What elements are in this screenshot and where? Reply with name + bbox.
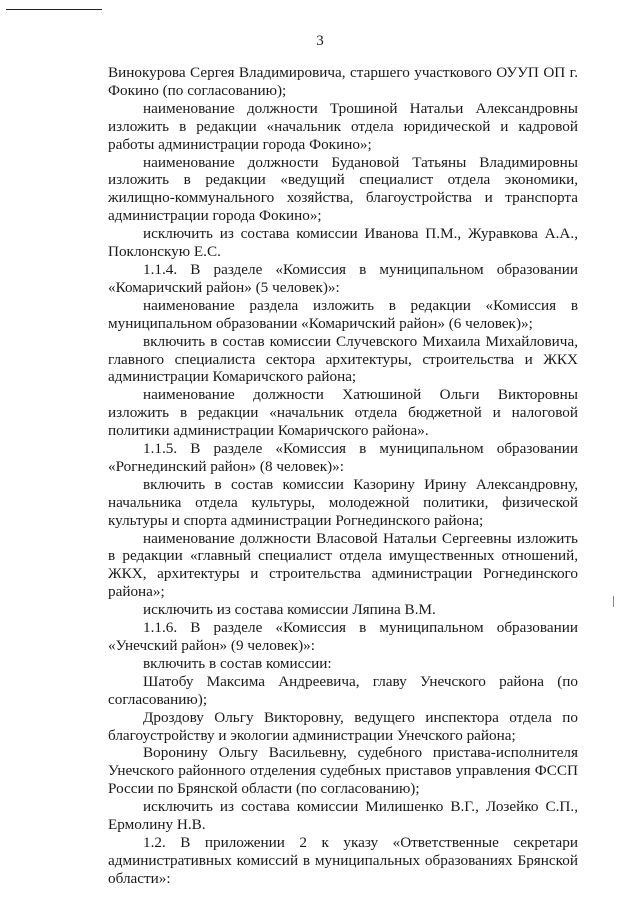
header-rule xyxy=(6,9,102,10)
paragraph: 1.1.5. В разделе «Комиссия в муниципальном образовании «Рогнединский район» (8 человек)»: xyxy=(108,440,578,475)
document-body xyxy=(108,64,578,888)
paragraph: 1.1.6. В разделе «Комиссия в муниципальном образовании «Унечский район» (9 человек)»: xyxy=(108,619,578,654)
paragraph: Воронину Ольгу Васильевну, судебного пристава-исполнителя Унечского районного отделения судебных приставов управления ФССП России по Брянской области (по согласованию); xyxy=(108,744,578,798)
paragraph: 1.2. В приложении 2 к указу «Ответственные секретари административных комиссий в муниципальных образованиях Брянской области»: xyxy=(108,833,578,887)
paragraph: исключить из состава комиссии Милишенко В.Г., Лозейко С.П., Ермолину Н.В. xyxy=(108,798,578,834)
margin-mark xyxy=(613,596,614,607)
paragraph: Винокурова Сергея Владимировича, старшего участкового ОУУП ОП г. Фокино (по согласованию); xyxy=(108,64,578,99)
paragraph: 1.1.4. В разделе «Комиссия в муниципальном образовании «Комаричский район» (5 человек)»: xyxy=(108,260,578,296)
paragraph: включить в состав комиссии: xyxy=(143,654,332,672)
paragraph: Шатобу Максима Андреевича, главу Унечского района (по согласованию); xyxy=(108,672,578,708)
paragraph: наименование должности Власовой Натальи Сергеевны изложить в редакции «главный специалист отдела имущественных отношений, ЖКХ, архитектуры и строительства администрации Рогнединского района»; xyxy=(108,529,578,601)
paragraph: наименование раздела изложить в редакции «Комиссия в муниципальном образовании «Комаричский район» (6 человек)»; xyxy=(108,296,578,332)
paragraph: наименование должности Будановой Татьяны Владимировны изложить в редакции «ведущий специалист отдела экономики, жилищно-коммунального хозяйства, благоустройства и транспорта администрации города Фокино»; xyxy=(108,153,578,225)
paragraph: включить в состав комиссии Случевского Михаила Михайловича, главного специалиста сектора архитектуры, строительства и ЖКХ администрации Комаричского района; xyxy=(108,332,578,386)
paragraph: исключить из состава комиссии Иванова П.М., Журавкова А.А., Поклонскую Е.С. xyxy=(108,225,578,261)
paragraph: исключить из состава комиссии Ляпина В.М. xyxy=(143,601,436,619)
paragraph: Дроздову Ольгу Викторовну, ведущего инспектора отдела по благоустройству и экологии администрации Унечского района; xyxy=(108,708,578,744)
paragraph: наименование должности Хатюшиной Ольги Викторовны изложить в редакции «начальник отдела бюджетной и налоговой политики администрации Комаричского района». xyxy=(108,386,578,440)
page-number: 3 xyxy=(316,33,324,49)
paragraph: включить в состав комиссии Казорину Ирину Александровну, начальника отдела культуры, молодежной политики, физической культуры и спорта администрации Рогнединского района; xyxy=(108,475,578,529)
paragraph: наименование должности Трошиной Натальи Александровны изложить в редакции «начальник отдела юридической и кадровой работы администрации города Фокино»; xyxy=(108,99,578,153)
